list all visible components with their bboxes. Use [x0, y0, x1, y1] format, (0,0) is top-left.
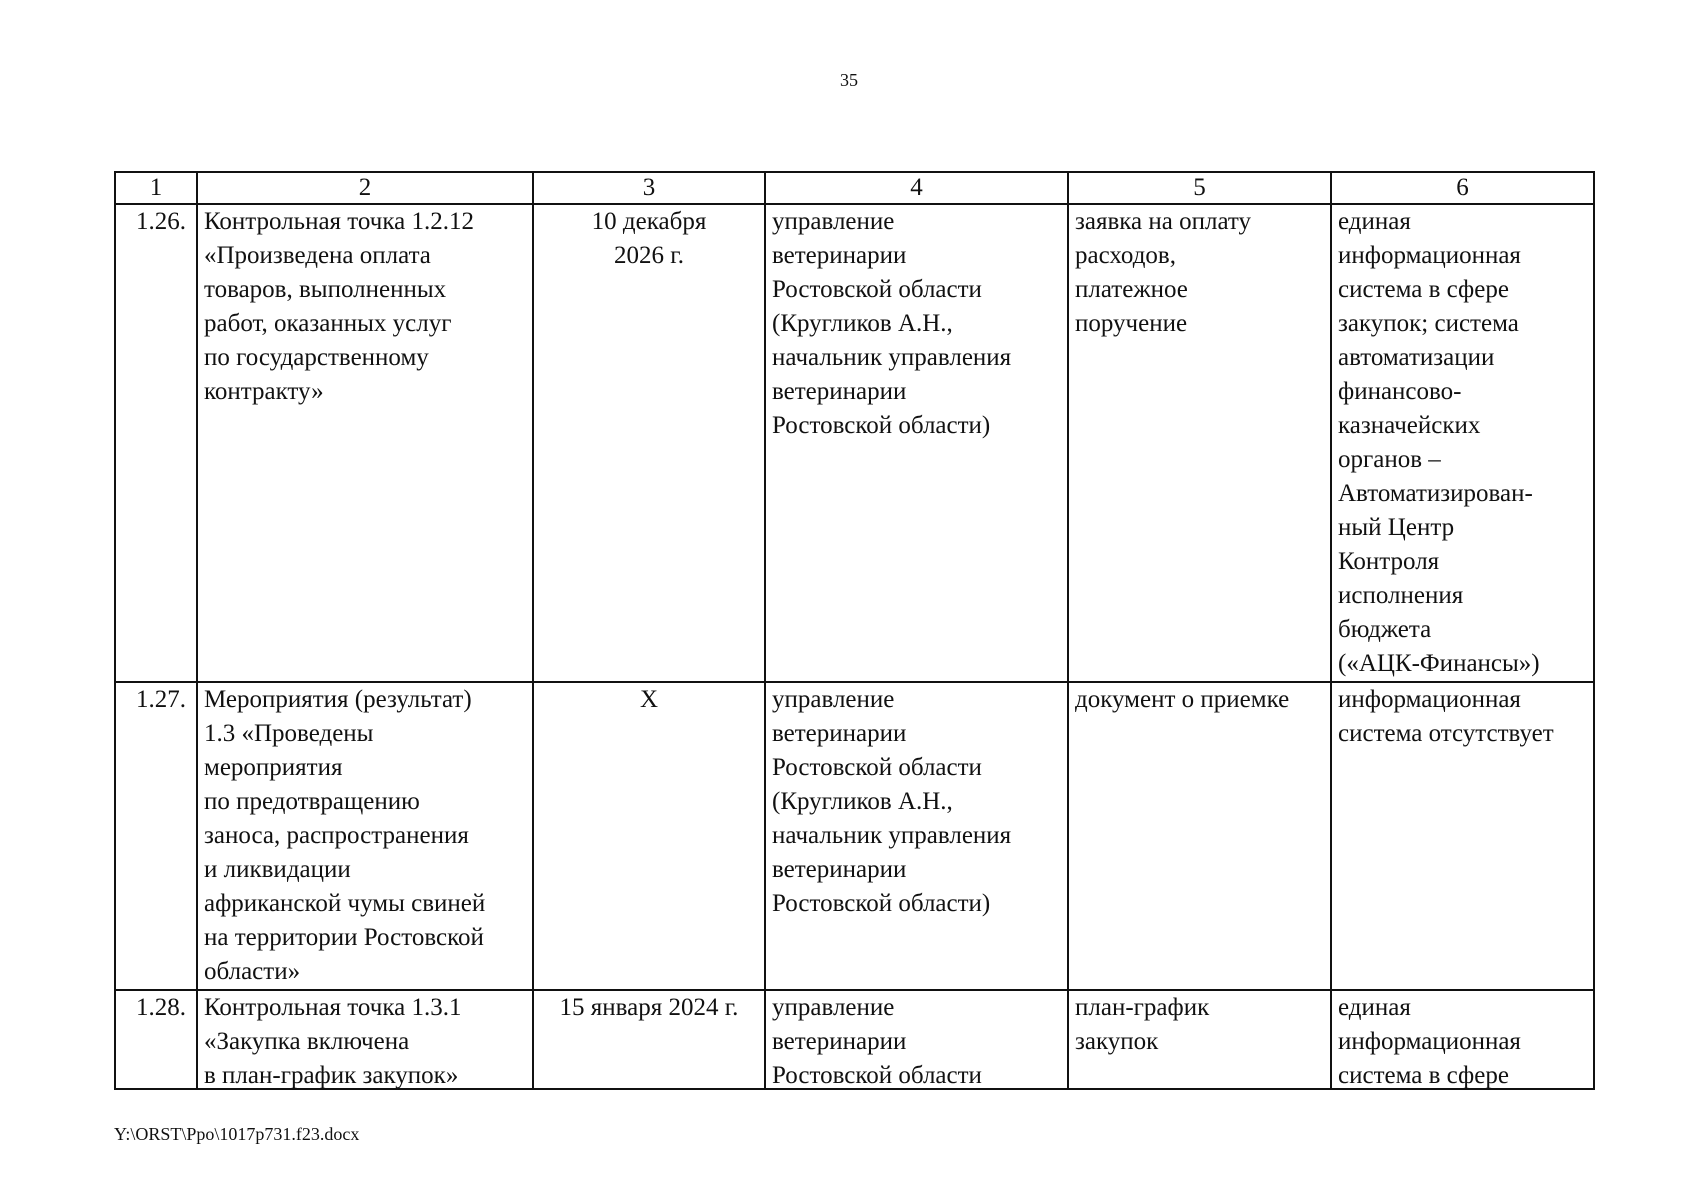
row-date	[533, 990, 765, 1089]
main-table	[114, 171, 1595, 1090]
row-system-text: единая информационная система в сфере	[1338, 994, 1521, 1088]
row-name: Контрольная точка 1.2.12 «Произведена оплата товаров, выполненных работ, оказанных услуг по государственному контракту»	[197, 204, 533, 682]
row-name	[197, 990, 533, 1089]
table-row	[115, 204, 1594, 682]
row-name-text: Контрольная точка 1.3.1 «Закупка включена в план-график закупок»	[204, 994, 462, 1088]
row-system: единая информационная система в сфере закупок; система автоматизации финансово- казначейских органов – Автоматизирован- ный Центр Контроля исполнения бюджета («АЦК-Финансы»)	[1331, 204, 1594, 682]
header-cell: 4	[765, 172, 1068, 204]
header-cell: 5	[1068, 172, 1331, 204]
row-name: Мероприятия (результат) 1.3 «Проведены мероприятия по предотвращению заноса, распространения и ликвидации африканской чумы свиней на территории Ростовской области»	[197, 682, 533, 990]
table-row	[115, 682, 1594, 990]
page-number: 35	[840, 70, 858, 90]
row-responsible	[765, 990, 1068, 1089]
header-cell: 3	[533, 172, 765, 204]
row-number: 1.27.	[115, 682, 197, 990]
row-system	[1331, 990, 1594, 1089]
footer-file-path: Y:\ORST\Ppo\1017p731.f23.docx	[114, 1124, 360, 1144]
header-cell: 6	[1331, 172, 1594, 204]
row-responsible: управление ветеринарии Ростовской области (Кругликов А.Н., начальник управления ветеринарии Ростовской области)	[765, 682, 1068, 990]
row-date: Х	[533, 682, 765, 990]
row-document	[1068, 990, 1331, 1089]
row-date-text: 15 января 2024 г.	[559, 994, 739, 1021]
row-number-text: 1.28.	[136, 994, 186, 1021]
row-responsible: управление ветеринарии Ростовской области (Кругликов А.Н., начальник управления ветеринарии Ростовской области)	[765, 204, 1068, 682]
row-document: заявка на оплату расходов, платежное поручение	[1068, 204, 1331, 682]
table-row	[115, 990, 1594, 1089]
row-document-text: план-график закупок	[1075, 994, 1210, 1055]
row-number: 1.26.	[115, 204, 197, 682]
row-date: 10 декабря 2026 г.	[533, 204, 765, 682]
header-cell: 1	[115, 172, 197, 204]
row-document: документ о приемке	[1068, 682, 1331, 990]
row-responsible-text: управление ветеринарии Ростовской области	[772, 994, 982, 1088]
header-cell: 2	[197, 172, 533, 204]
row-system: информационная система отсутствует	[1331, 682, 1594, 990]
table-header-row	[115, 172, 1594, 204]
row-number	[115, 990, 197, 1089]
